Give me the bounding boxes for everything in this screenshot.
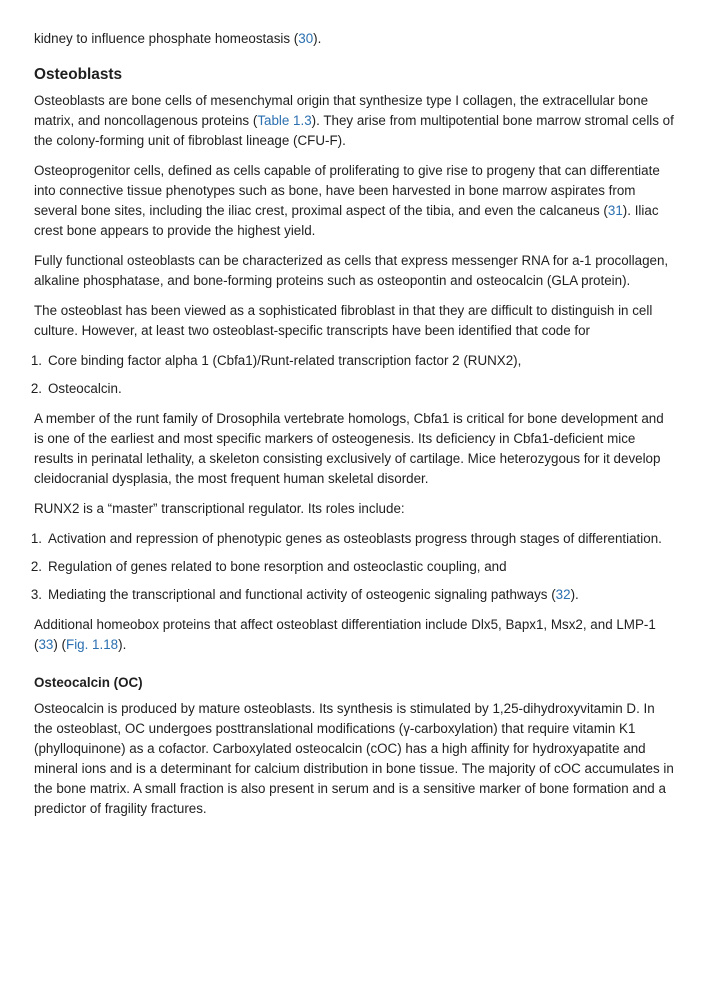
document-page	[30, 29, 674, 829]
list-item: 2. Osteocalcin.	[30, 381, 122, 396]
reference-link-31[interactable]: 31	[607, 203, 623, 218]
list-item: 2. Regulation of genes related to bone resorption and osteoclastic coupling, and	[30, 559, 507, 574]
list-item: 3. Mediating the transcriptional and functional activity of osteogenic signaling pathways (32).	[30, 587, 579, 602]
table-link-1-3[interactable]: Table 1.3	[257, 113, 312, 128]
osteoblasts-paragraph-1: Osteoblasts are bone cells of mesenchymal origin that synthesize type I collagen, the extracellular bone matrix, and noncollagenous proteins (Table 1.3). They arise from multipotential bone marrow stromal cells of the colony-forming unit of fibroblast lineage (CFU-F).	[34, 93, 674, 148]
reference-link-30[interactable]: 30	[298, 31, 314, 46]
list-item: 1. Core binding factor alpha 1 (Cbfa1)/Runt-related transcription factor 2 (RUNX2),	[30, 353, 522, 368]
osteoblasts-paragraph-3: Fully functional osteoblasts can be characterized as cells that express messenger RNA for a-1 procollagen, alkaline phosphatase, and bone-forming proteins such as osteopontin and osteocalcin (GLA protein).	[34, 253, 669, 288]
figure-link-1-18[interactable]: Fig. 1.18	[66, 637, 119, 652]
osteoblasts-paragraph-2: Osteoprogenitor cells, defined as cells capable of proliferating to give rise to progeny that can differentiate into connective tissue phenotypes such as bone, have been harvested in bone marrow aspirates from several bone sites, including the iliac crest, proximal aspect of the tibia, and even the calcaneus (31). Iliac crest bone appears to provide the highest yield.	[34, 163, 660, 238]
osteoblasts-paragraph-5: A member of the runt family of Drosophila vertebrate homologs, Cbfa1 is critical for bone development and is one of the earliest and most specific markers of osteogenesis. Its deficiency in Cbfa1-deficient mice results in perinatal lethality, a skeleton consisting exclusively of cartilage. Mice heterozygous for it develop cleidocranial dysplasia, the most frequent human skeletal disorder.	[34, 411, 664, 486]
reference-link-32[interactable]: 32	[555, 587, 571, 602]
section-heading-osteoblasts: Osteoblasts	[34, 66, 123, 83]
runx2-roles-list	[30, 529, 674, 605]
section-heading-osteocalcin: Osteocalcin (OC)	[34, 675, 143, 690]
osteoblasts-paragraph-6: RUNX2 is a “master” transcriptional regulator. Its roles include:	[34, 501, 405, 516]
intro-paragraph: kidney to influence phosphate homeostasis (30).	[34, 31, 322, 46]
osteoblasts-paragraph-7: Additional homeobox proteins that affect osteoblast differentiation include Dlx5, Bapx1, Msx2, and LMP-1 (33) (Fig. 1.18).	[34, 617, 656, 652]
list-item: 1. Activation and repression of phenotypic genes as osteoblasts progress through stages of differentiation.	[30, 531, 662, 546]
osteocalcin-paragraph-1: Osteocalcin is produced by mature osteoblasts. Its synthesis is stimulated by 1,25-dihydroxyvitamin D. In the osteoblast, OC undergoes posttranslational modifications (γ-carboxylation) that require vitamin K1 (phylloquinone) as a cofactor. Carboxylated osteocalcin (cOC) has a high affinity for hydroxyapatite and mineral ions and is a determinant for calcium distribution in bone tissue. The majority of cOC accumulates in the bone matrix. A small fraction is also present in serum and is a sensitive marker of bone formation and a predictor of fragility fractures.	[34, 701, 674, 816]
transcripts-list	[30, 351, 674, 399]
osteoblasts-paragraph-4: The osteoblast has been viewed as a sophisticated fibroblast in that they are difficult to distinguish in cell culture. However, at least two osteoblast-specific transcripts have been identified that code for	[34, 303, 653, 338]
reference-link-33[interactable]: 33	[38, 637, 54, 652]
